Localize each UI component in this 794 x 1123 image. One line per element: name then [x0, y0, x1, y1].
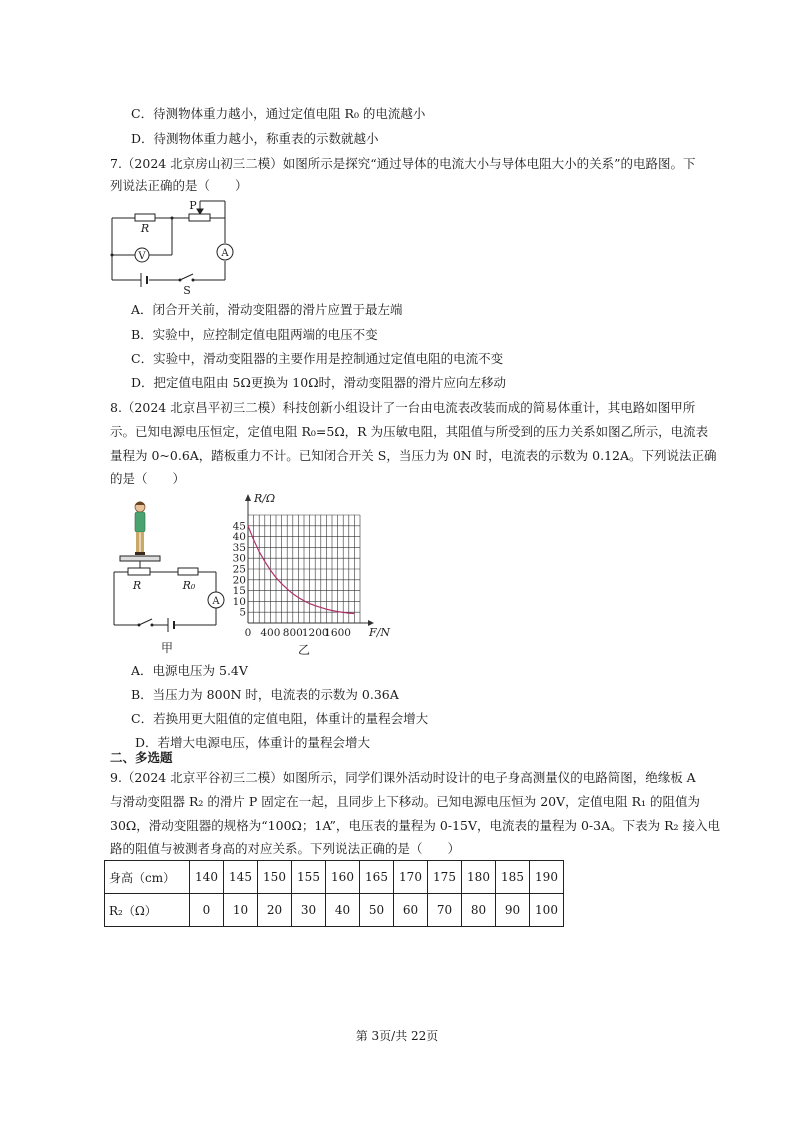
- q9-stem-line3: 30Ω，滑动变阻器的规格为“100Ω；1A”，电压表的量程为 0-15V，电流表的量程为 0-3A。下表为 R₂ 接入电: [110, 818, 720, 833]
- q8-circuit-figure-jia: [106, 495, 228, 657]
- table-cell-height: 185: [496, 861, 530, 894]
- q7-stem-line2: 列说法正确的是（ ）: [110, 178, 248, 193]
- q8-label-r0: R₀: [182, 579, 196, 592]
- q9-stem-line2: 与滑动变阻器 R₂ 的滑片 P 固定在一起，且同步上下移动。已知电源电压恒为 20V，定值电阻 R₁ 的阻值为: [110, 794, 701, 809]
- chart-y-label: R/Ω: [254, 492, 276, 505]
- table-cell-height: 165: [360, 861, 394, 894]
- q7-option-c: C．实验中，滑动变阻器的主要作用是控制通过定值电阻的电流不变: [131, 351, 504, 366]
- q9-stem-line4: 路的阻值与被测者身高的对应关系。下列说法正确的是（ ）: [110, 841, 461, 856]
- q8-caption-jia: 甲: [160, 641, 174, 655]
- table-cell-height: 160: [326, 861, 360, 894]
- table-cell-r2: 80: [462, 894, 496, 927]
- table-cell-height: 150: [258, 861, 292, 894]
- row-header-r2: R₂（Ω）: [105, 894, 190, 927]
- q7-label-p: P: [189, 199, 197, 212]
- height-resistance-table: [104, 860, 564, 927]
- y-tick-label: 35: [232, 541, 246, 554]
- y-tick-label: 45: [232, 520, 246, 533]
- q7-label-v: V: [138, 251, 146, 262]
- q8-label-a: A: [212, 596, 220, 607]
- q7-option-d: D．把定值电阻由 5Ω更换为 10Ω时，滑动变阻器的滑片应向左移动: [131, 375, 507, 390]
- x-tick-label: 1200: [301, 627, 329, 639]
- q8-option-d: D．若增大电源电压，体重计的量程会增大: [135, 735, 371, 750]
- q7-option-b: B．实验中，应控制定值电阻两端的电压不变: [131, 327, 378, 342]
- table-cell-r2: 90: [496, 894, 530, 927]
- q7-label-a: A: [221, 248, 229, 259]
- q8-option-c: C．若换用更大阻值的定值电阻，体重计的量程会增大: [131, 711, 429, 726]
- q8-option-a: A．电源电压为 5.4V: [131, 663, 248, 678]
- table-row: [105, 894, 564, 927]
- chart-grid: [248, 515, 360, 623]
- q7-stem-line1: 7.（2024 北京房山初三二模）如图所示是探究“通过导体的电流大小与导体电阻大小的关系”的电路图。下: [110, 156, 696, 171]
- table-cell-r2: 0: [190, 894, 224, 927]
- q8-stem-line2: 示。已知电源电压恒定，定值电阻 R₀=5Ω，R 为压敏电阻，其阻值与所受到的压力关系如图乙所示，电流表: [110, 424, 709, 439]
- x-tick-label: 1600: [324, 627, 351, 639]
- table-cell-r2: 50: [360, 894, 394, 927]
- y-tick-label: 5: [239, 606, 246, 619]
- x-tick-label: 800: [282, 627, 303, 639]
- q8-stem-line4: 的是（ ）: [110, 471, 186, 486]
- page-footer: 第 3页/共 22页: [355, 1029, 439, 1043]
- table-cell-height: 170: [394, 861, 428, 894]
- table-cell-r2: 40: [326, 894, 360, 927]
- y-tick-label: 20: [232, 574, 246, 587]
- table-cell-r2: 20: [258, 894, 292, 927]
- row-header-height: 身高（cm）: [105, 861, 190, 894]
- x-tick-label: 400: [260, 627, 281, 639]
- q6-option-d: D．待测物体重力越小，称重表的示数就越小: [131, 131, 379, 146]
- y-tick-label: 10: [232, 595, 246, 608]
- table-cell-r2: 70: [428, 894, 462, 927]
- person-on-scale-icon: [135, 502, 145, 556]
- section-heading-multi-choice: 二、多选题: [110, 750, 173, 765]
- y-axis-arrow-icon: [245, 494, 251, 501]
- chart-x-label: F/N: [369, 626, 390, 639]
- table-cell-r2: 60: [394, 894, 428, 927]
- y-tick-label: 15: [232, 585, 246, 598]
- y-tick-label: 30: [232, 552, 246, 565]
- q8-resistance-force-chart: [232, 489, 396, 659]
- table-cell-height: 190: [530, 861, 564, 894]
- x-tick-label: 0: [244, 627, 252, 639]
- r-f-curve: [248, 526, 354, 614]
- table-cell-height: 140: [190, 861, 224, 894]
- table-row: [105, 861, 564, 894]
- table-cell-height: 175: [428, 861, 462, 894]
- table-cell-r2: 10: [224, 894, 258, 927]
- y-tick-label: 40: [232, 531, 246, 544]
- q9-stem-line1: 9.（2024 北京平谷初三二模）如图所示，同学们课外活动时设计的电子身高测量仪的电路简图，绝缘板 A: [110, 770, 696, 785]
- q6-option-c: C．待测物体重力越小，通过定值电阻 R₀ 的电流越小: [131, 106, 426, 121]
- table-cell-height: 145: [224, 861, 258, 894]
- q8-stem-line1: 8.（2024 北京昌平初三二模）科技创新小组设计了一台由电流表改装而成的简易体重计，其电路如图甲所: [110, 400, 696, 415]
- q7-label-s: S: [183, 284, 191, 297]
- q7-label-r: R: [140, 222, 150, 235]
- q7-option-a: A．闭合开关前，滑动变阻器的滑片应置于最左端: [131, 302, 403, 317]
- table-cell-height: 180: [462, 861, 496, 894]
- q8-option-b: B．当压力为 800N 时，电流表的示数为 0.36A: [131, 687, 399, 702]
- y-tick-label: 25: [232, 563, 246, 576]
- table-cell-height: 155: [292, 861, 326, 894]
- q8-label-r: R: [132, 579, 142, 592]
- q7-circuit-diagram: [105, 198, 245, 298]
- table-cell-r2: 30: [292, 894, 326, 927]
- chart-caption-yi: 乙: [297, 643, 311, 657]
- table-cell-r2: 100: [530, 894, 564, 927]
- q8-stem-line3: 量程为 0~0.6A，踏板重力不计。已知闭合开关 S，当压力为 0N 时，电流表的示数为 0.12A。下列说法正确: [110, 448, 717, 463]
